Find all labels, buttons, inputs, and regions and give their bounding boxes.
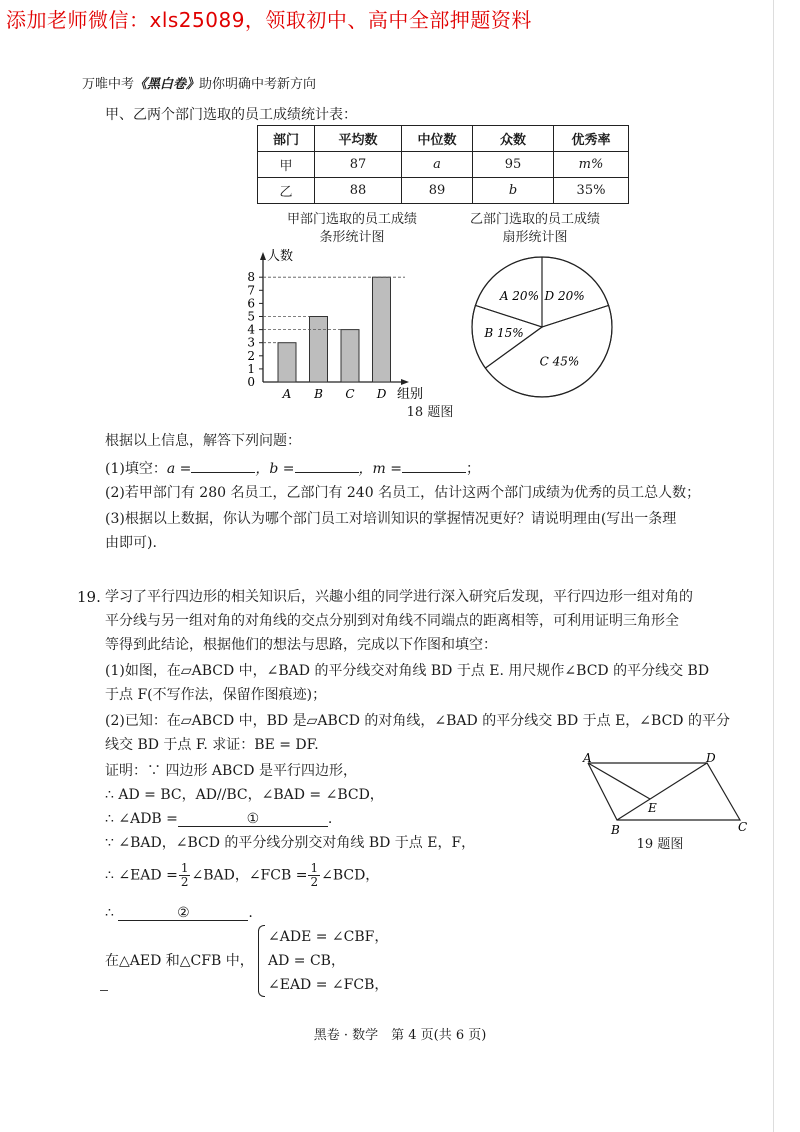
q19-part1-cont: 于点 F(不写作法，保留作图痕迹)；	[105, 687, 327, 703]
table-cell: m%	[554, 152, 629, 178]
table-cell: 88	[315, 178, 402, 204]
page-edge-line	[773, 0, 774, 1132]
table-header-cell: 优秀率	[554, 126, 629, 152]
pie-caption-line: 扇形统计图	[502, 230, 568, 245]
q18-part3-cont: 由即可).	[105, 535, 157, 551]
x-tick-label: D	[376, 387, 387, 401]
proof-text: ∴ ∠EAD =	[105, 867, 178, 884]
y-axis-arrow	[260, 252, 266, 260]
q19-part2: (2)已知：在▱ABCD 中，BD 是▱ABCD 的对角线，∠BAD 的平分线交 BD 于点 E，∠BCD 的平分	[105, 713, 730, 729]
y-tick-label: 4	[247, 322, 255, 337]
x-tick-label: C	[345, 387, 355, 401]
q18-prompt: 根据以上信息，解答下列问题：	[105, 433, 301, 449]
pie-chart	[462, 255, 627, 400]
y-tick-label: 5	[247, 309, 255, 324]
table-row	[258, 152, 629, 178]
pie-label: A 20%	[499, 288, 539, 303]
q18-part2: (2)若甲部门有 280 名员工，乙部门有 240 名员工，估计这两个部门成绩为优秀的员工总人数；	[105, 485, 701, 501]
proof-text: ∴ ∠ADB =	[105, 811, 178, 827]
fraction-den: 2	[180, 875, 189, 889]
part1-lead: (1)填空：	[105, 461, 167, 477]
table-header-cell: 中位数	[402, 126, 473, 152]
watermark-banner: 添加老师微信：xls25089，领取初中、高中全部押题资料	[6, 8, 532, 32]
figure-19-label: 19 题图	[636, 837, 684, 852]
fraction-num: 1	[310, 861, 319, 875]
pie-label: D 20%	[544, 288, 585, 303]
fraction-half	[308, 862, 320, 889]
point-label-d: D	[706, 751, 716, 765]
q19-stem-line: 学习了平行四边形的相关知识后，兴趣小组的同学进行深入研究后发现，平行四边形一组对角的	[105, 589, 693, 605]
q19-stem-line: 平分线与另一组对角的对角线的交点分别到对角线不同端点的距离相等，可利用证明三角形全	[105, 613, 679, 629]
header-title: 《黑白卷》	[134, 77, 200, 92]
proof-line: ∴ ∠ADB = ① .	[105, 811, 333, 827]
q19-number: 19.	[77, 588, 101, 606]
point-label-a: A	[583, 751, 592, 765]
fraction-num: 1	[180, 861, 189, 875]
x-axis-arrow	[401, 379, 409, 385]
table-row	[258, 178, 629, 204]
part1-m-label: ，m =	[358, 461, 402, 477]
proof-text: ∠BAD，∠FCB =	[191, 867, 308, 884]
header-prefix: 万唯中考	[82, 77, 135, 92]
point-label-e: E	[648, 801, 657, 815]
pie-chart-caption	[445, 211, 625, 247]
bar	[373, 277, 391, 382]
part1-b-label: ，b =	[255, 461, 295, 477]
y-tick-label: 8	[247, 270, 255, 285]
table-cell: b	[473, 178, 554, 204]
table-cell: 甲	[258, 152, 315, 178]
x-tick-label: A	[282, 387, 292, 401]
table-cell: 35%	[554, 178, 629, 204]
proof-blank-2[interactable]: ②	[118, 906, 248, 921]
diagonal-bd	[617, 763, 707, 820]
proof-text: ∠BCD，	[321, 867, 380, 884]
page-header	[82, 73, 316, 92]
table-header-cell: 平均数	[315, 126, 402, 152]
proof-text: ∴	[105, 905, 114, 921]
proof-line: ∴ AD = BC，AD//BC，∠BAD = ∠BCD，	[105, 787, 384, 803]
bar-chart-caption	[262, 211, 442, 247]
proof-line	[105, 862, 379, 889]
q18-part3: (3)根据以上数据，你认为哪个部门员工对培训知识的掌握情况更好？请说明理由(写出一条理	[105, 511, 677, 527]
table-intro: 甲、乙两个部门选取的员工成绩统计表：	[105, 107, 357, 123]
bar-chart	[215, 248, 440, 408]
table-cell: 87	[315, 152, 402, 178]
q19-stem-line: 等得到此结论，根据他们的想法与思路，完成以下作图和填空：	[105, 637, 497, 653]
stats-table	[257, 125, 629, 204]
table-header-cell: 众数	[473, 126, 554, 152]
bar-caption-line: 条形统计图	[319, 230, 385, 245]
table-cell: a	[402, 152, 473, 178]
table-cell: 95	[473, 152, 554, 178]
table-cell: 乙	[258, 178, 315, 204]
condition-line: ∠ADE = ∠CBF，	[268, 929, 389, 945]
header-suffix: 助你明确中考新方向	[199, 77, 317, 92]
table-cell: 89	[402, 178, 473, 204]
bar	[278, 343, 296, 382]
condition-line: AD = CB，	[268, 953, 345, 969]
y-tick-label: 6	[247, 296, 255, 311]
part1-a-label: a =	[166, 461, 192, 477]
answer-blank-m[interactable]	[402, 458, 466, 473]
table-header-row	[258, 126, 629, 152]
fraction-den: 2	[310, 875, 319, 889]
fraction-half	[179, 862, 191, 889]
parallelogram-outline	[588, 763, 740, 820]
proof-blank-1[interactable]: ①	[178, 812, 328, 827]
x-tick-label: B	[314, 387, 323, 401]
q18-part1	[105, 458, 480, 480]
pie-caption-line: 乙部门选取的员工成绩	[469, 212, 600, 227]
proof-line: 证明：∵ 四边形 ABCD 是平行四边形，	[105, 763, 357, 779]
part1-end: ；	[466, 461, 480, 477]
q19-part1: (1)如图，在▱ABCD 中，∠BAD 的平分线交对角线 BD 于点 E. 用尺规作∠BCD 的平分线交 BD	[105, 663, 710, 679]
condition-line: ∠EAD = ∠FCB，	[268, 977, 389, 993]
condition-brace	[258, 925, 265, 997]
y-axis-title: 人数	[267, 249, 294, 264]
y-tick-label: 0	[247, 375, 255, 389]
proof-in-triangles: 在△AED 和△CFB 中，	[105, 953, 254, 969]
page-footer: 黑卷 · 数学 第 4 页(共 6 页)	[313, 1028, 487, 1043]
q19-part2-cont: 线交 BD 于点 F. 求证：BE = DF.	[105, 737, 319, 753]
x-axis-title: 组别	[397, 387, 424, 402]
y-tick-label: 2	[247, 348, 255, 363]
figure-18-label: 18 题图	[406, 405, 454, 420]
stray-mark	[100, 990, 108, 991]
proof-line: ∴ ② .	[105, 905, 253, 921]
bar-caption-line: 甲部门选取的员工成绩	[286, 212, 417, 227]
bar	[341, 330, 359, 382]
pie-label: C 45%	[539, 354, 580, 369]
bar	[310, 317, 328, 383]
answer-blank-a[interactable]	[191, 458, 255, 473]
y-tick-label: 1	[247, 361, 255, 376]
table-header-cell: 部门	[258, 126, 315, 152]
point-label-b: B	[611, 823, 620, 837]
answer-blank-b[interactable]	[295, 458, 359, 473]
point-label-c: C	[738, 820, 748, 834]
pie-label: B 15%	[484, 326, 524, 340]
proof-line: ∵ ∠BAD，∠BCD 的平分线分别交对角线 BD 于点 E，F，	[105, 835, 476, 851]
y-tick-label: 3	[247, 335, 255, 350]
y-tick-label: 7	[247, 283, 255, 298]
